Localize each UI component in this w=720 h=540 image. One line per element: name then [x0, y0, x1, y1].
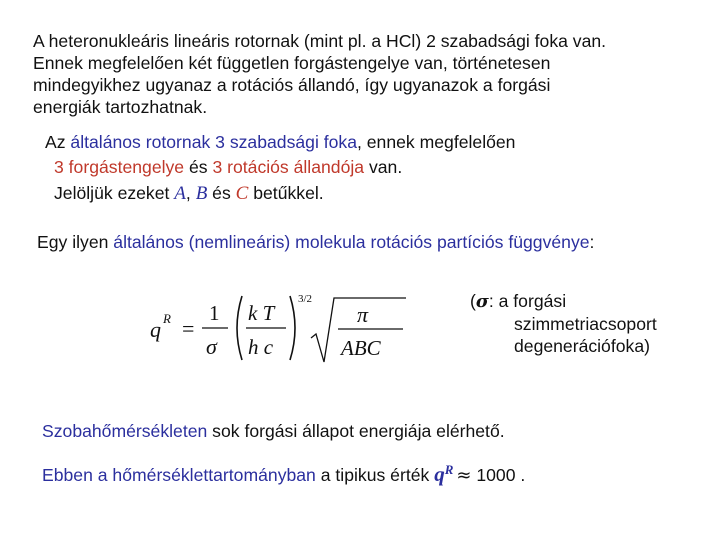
general-rotor-line-1: Az általános rotornak 3 szabadsági foka, ennek megfelelően [45, 132, 516, 152]
constant-A: A [174, 183, 186, 204]
intro-line: mindegyikhez ugyanaz a rotációs állandó, így ugyanazok a forgási [33, 75, 551, 95]
intro-line: A heteronukleáris lineáris rotornak (mint pl. a HCl) 2 szabadsági foka van. [33, 31, 607, 51]
highlight-axes: 3 forgástengelye [54, 157, 185, 177]
highlight-temp-range: Ebben a hőmérséklettartományban [42, 464, 316, 485]
room-temperature-line: Szobahőmérsékleten sok forgási állapot energiája elérhető. [42, 421, 505, 441]
partition-intro-line: Egy ilyen általános (nemlineáris) molekula rotációs partíciós függvénye: [37, 232, 595, 252]
formula-one: 1 [209, 301, 220, 325]
paren-left [237, 296, 242, 360]
formula-kT: k T [248, 301, 275, 325]
general-rotor-line-2: 3 forgástengelye és 3 rotációs állandója van. [54, 157, 403, 177]
highlight-general-rotor: általános rotornak 3 szabadsági foka [70, 132, 357, 152]
typical-q: q [434, 461, 445, 486]
intro-paragraph [33, 30, 606, 118]
paren-right [290, 296, 295, 360]
general-rotor-line-3: Jelöljük ezeket A, B és C betűkkel. [54, 183, 324, 204]
partition-function-formula [148, 290, 448, 370]
formula-q: q [150, 317, 161, 342]
formula-sigma: σ [206, 334, 217, 359]
typical-value-line: Ebben a hőmérséklettartományban a tipikus érték $q^R \approx 1000$ . [42, 461, 526, 486]
intro-line: Ennek megfelelően két független forgástengelye van, történetesen [33, 53, 551, 73]
highlight-constants: 3 rotációs állandója [212, 157, 365, 177]
formula-pi: π [357, 302, 369, 327]
formula-hc: h c [248, 335, 274, 359]
highlight-partition-function: általános (nemlineáris) molekula rotációs partíciós függvénye [113, 232, 590, 252]
intro-line: energiák tartozhatnak. [33, 97, 208, 117]
formula-ABC: ABC [341, 336, 381, 360]
approx-symbol: ≈ [456, 464, 472, 486]
constant-C: C [235, 183, 249, 204]
formula-svg [148, 290, 448, 370]
typical-superscript-R: R [444, 462, 454, 477]
formula-superscript-R: R [163, 311, 171, 326]
formula-exponent: 3/2 [298, 293, 313, 305]
constant-B: B [195, 183, 208, 204]
formula-equals: = [182, 316, 195, 341]
highlight-room-temp: Szobahőmérsékleten [42, 421, 208, 441]
sigma-note: (σ: a forgási szimmetriacsoport degenerációfoka) [470, 291, 657, 356]
sigma-symbol: σ [475, 291, 489, 312]
